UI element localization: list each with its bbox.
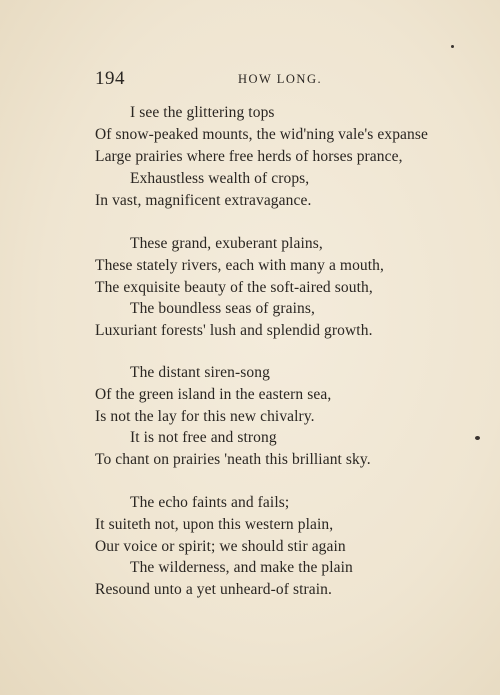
- ink-speck: [451, 45, 454, 48]
- poem-line: Is not the lay for this new chivalry.: [95, 408, 315, 425]
- poem-line: These grand, exuberant plains,: [130, 235, 323, 252]
- poem-line: The exquisite beauty of the soft-aired south,: [95, 279, 373, 296]
- poem-line: To chant on prairies 'neath this brilliant sky.: [95, 451, 371, 468]
- ink-speck: [475, 436, 480, 440]
- running-title: HOW LONG.: [238, 72, 323, 86]
- page-number: 194: [95, 68, 125, 89]
- poem-line: Our voice or spirit; we should stir again: [95, 538, 346, 555]
- poem-line: In vast, magnificent extravagance.: [95, 192, 312, 209]
- poem-line: Large prairies where free herds of horses prance,: [95, 148, 403, 165]
- poem-line: It suiteth not, upon this western plain,: [95, 516, 334, 533]
- poem-line: The distant siren-song: [130, 364, 270, 381]
- poem-line: These stately rivers, each with many a mouth,: [95, 257, 385, 274]
- poem-line: Exhaustless wealth of crops,: [130, 170, 310, 187]
- poem-line: The echo faints and fails;: [130, 494, 290, 511]
- poem-line: I see the glittering tops: [130, 104, 275, 121]
- poem-line: Of the green island in the eastern sea,: [95, 386, 332, 403]
- poem-line: Luxuriant forests' lush and splendid growth.: [95, 322, 373, 339]
- poem-line: Resound unto a yet unheard-of strain.: [95, 581, 333, 598]
- poem-line: The boundless seas of grains,: [130, 300, 315, 317]
- poem-line: It is not free and strong: [130, 429, 277, 446]
- poem-line: Of snow-peaked mounts, the wid'ning vale's expanse: [95, 126, 428, 143]
- poem-line: The wilderness, and make the plain: [130, 559, 353, 576]
